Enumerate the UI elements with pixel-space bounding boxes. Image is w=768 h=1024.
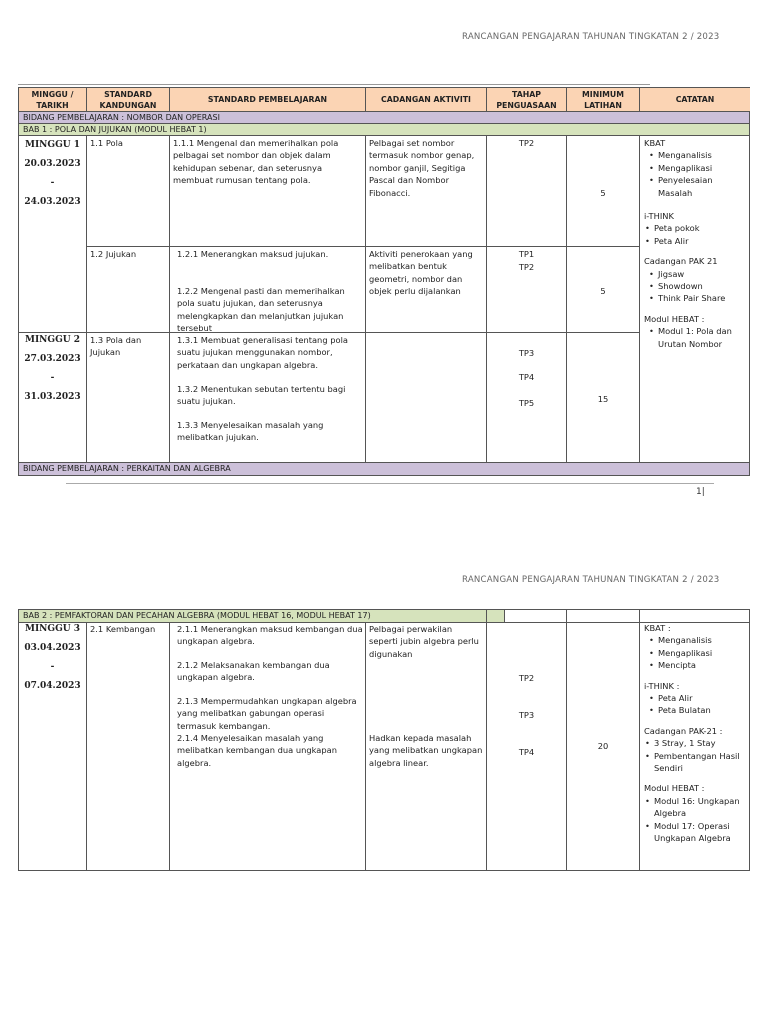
hebat-title: Modul HEBAT : bbox=[644, 313, 705, 324]
ithink-item: • Peta pokok bbox=[654, 222, 748, 234]
kbat-item: • Mengaplikasi bbox=[658, 647, 748, 659]
tp-1-3-c: TP5 bbox=[518, 398, 535, 408]
sp-1-3-3: 1.3.3 Menyelesaikan masalah yang melibatkan jujukan. bbox=[177, 420, 324, 443]
week-label: MINGGU 3 bbox=[24, 624, 80, 634]
bidang-nombor-operasi: BIDANG PEMBELAJARAN : NOMBOR DAN OPERASI bbox=[19, 112, 749, 124]
ithink-item: • Peta Bulatan bbox=[658, 704, 748, 716]
sp-1-3-2: 1.3.2 Menentukan sebutan tertentu bagi suatu jujukan. bbox=[177, 384, 346, 407]
col-minimum-latihan: MINIMUM LATIHAN bbox=[567, 88, 640, 112]
sk-2-1: 2.1 Kembangan bbox=[90, 624, 156, 634]
bab-2-title: BAB 2 : PEMFAKTORAN DAN PECAHAN ALGEBRA (MODUL HEBAT 16, MODUL HEBAT 17) bbox=[19, 610, 505, 623]
bidang-perkaitan-algebra: BIDANG PEMBELAJARAN : PERKAITAN DAN ALGEBRA bbox=[19, 463, 749, 475]
sk-1-2: 1.2 Jujukan bbox=[90, 249, 137, 259]
min-latihan-1-2: 5 bbox=[600, 286, 606, 296]
date-dash: - bbox=[50, 178, 55, 188]
col-minggu: MINGGU / TARIKH bbox=[19, 88, 87, 112]
footer-rule bbox=[66, 483, 714, 484]
sk-1-3: 1.3 Pola dan Jujukan bbox=[90, 335, 142, 358]
col-catatan: CATATAN bbox=[640, 88, 750, 112]
pak-item: • Pembentangan Hasil Sendiri bbox=[654, 750, 748, 775]
date-dash: - bbox=[50, 662, 55, 672]
pak-item: • Showdown bbox=[658, 280, 748, 292]
week-2-cell bbox=[19, 334, 86, 403]
sp-2-1-1: 2.1.1 Menerangkan maksud kembangan dua ungkapan algebra. bbox=[177, 624, 363, 647]
pak-item: • Think Pair Share bbox=[658, 292, 748, 304]
aktiviti-1-2: Aktiviti penerokaan yang melibatkan bentuk geometri, nombor dan objek perlu dijalankan bbox=[369, 249, 473, 297]
tp-1-2-a: TP1 bbox=[518, 249, 535, 259]
col-tahap-penguasaan: TAHAP PENGUASAAN bbox=[487, 88, 567, 112]
pak-title: Cadangan PAK 21 bbox=[644, 256, 718, 267]
kbat-item: • Penyelesaian Masalah bbox=[658, 174, 748, 199]
sp-2-1-4: 2.1.4 Menyelesaikan masalah yang melibatkan kembangan dua ungkapan algebra. bbox=[177, 733, 337, 768]
week-end-date: 07.04.2023 bbox=[24, 681, 81, 691]
kbat-item: • Menganalisis bbox=[658, 149, 748, 161]
week-end-date: 24.03.2023 bbox=[24, 197, 81, 207]
page-header: RANCANGAN PENGAJARAN TAHUNAN TINGKATAN 2 / 2023 bbox=[462, 32, 720, 42]
pak-title: Cadangan PAK-21 : bbox=[644, 725, 723, 736]
min-latihan-1-3: 15 bbox=[597, 394, 609, 404]
week-label: MINGGU 2 bbox=[24, 335, 80, 345]
hebat-item: • Modul 1: Pola dan Urutan Nombor bbox=[658, 325, 748, 350]
catatan-bab-1 bbox=[644, 137, 748, 350]
col-cadangan-aktiviti: CADANGAN AKTIVITI bbox=[366, 88, 487, 112]
ithink-item: • Peta Alir bbox=[658, 692, 748, 704]
ithink-item: • Peta Alir bbox=[654, 235, 748, 247]
week-label: MINGGU 1 bbox=[24, 140, 80, 150]
sp-1-2-2: 1.2.2 Mengenal pasti dan memerihalkan pola suatu jujukan, dan seterusnya melengkapkan dan melanjutkan jujukan tersebut bbox=[177, 286, 345, 334]
lesson-plan-table-2 bbox=[18, 609, 750, 871]
aktiviti-2-1-b: Hadkan kepada masalah yang melibatkan ungkapan algebra linear. bbox=[369, 733, 483, 768]
tp-1-1: TP2 bbox=[518, 138, 535, 148]
sp-2-1-3: 2.1.3 Mempermudahkan ungkapan algebra yang melibatkan gabungan operasi termasuk kembangan. bbox=[177, 696, 357, 731]
sp-2-1-2: 2.1.2 Melaksanakan kembangan dua ungkapan algebra. bbox=[177, 660, 330, 683]
catatan-bab-2 bbox=[644, 622, 748, 845]
kbat-title: KBAT : bbox=[644, 623, 671, 633]
week-start-date: 27.03.2023 bbox=[24, 354, 81, 364]
page-header: RANCANGAN PENGAJARAN TAHUNAN TINGKATAN 2 / 2023 bbox=[462, 575, 720, 585]
tp-1-3-a: TP3 bbox=[518, 348, 535, 358]
pak-item: • 3 Stray, 1 Stay bbox=[654, 737, 748, 749]
min-latihan-2: 20 bbox=[597, 741, 609, 751]
sp-1-2-1: 1.2.1 Menerangkan maksud jujukan. bbox=[177, 249, 329, 259]
col-standard-pembelajaran: STANDARD PEMBELAJARAN bbox=[170, 88, 366, 112]
page-number: 1| bbox=[696, 487, 705, 497]
sp-1-1-1: 1.1.1 Mengenal dan memerihalkan pola pelbagai set nombor dan objek dalam kehidupan sebenar, dan seterusnya membuat rumusan tentang pola. bbox=[173, 138, 339, 186]
ithink-title: i-THINK : bbox=[644, 680, 680, 691]
week-start-date: 20.03.2023 bbox=[24, 159, 81, 169]
aktiviti-1-1: Pelbagai set nombor termasuk nombor genap, nombor ganjil, Segitiga Pascal dan Nombor Fibonacci. bbox=[369, 138, 475, 198]
hebat-item: • Modul 17: Operasi Ungkapan Algebra bbox=[654, 820, 748, 845]
lesson-plan-table-1 bbox=[18, 87, 750, 476]
week-start-date: 03.04.2023 bbox=[24, 643, 81, 653]
tp-1-2-b: TP2 bbox=[518, 262, 535, 272]
kbat-item: • Mengaplikasi bbox=[658, 162, 748, 174]
header-rule bbox=[18, 84, 650, 85]
hebat-title: Modul HEBAT : bbox=[644, 783, 705, 794]
sk-1-1: 1.1 Pola bbox=[90, 138, 124, 148]
col-standard-kandungan: STANDARD KANDUNGAN bbox=[87, 88, 170, 112]
date-dash: - bbox=[50, 373, 55, 383]
pak-item: • Jigsaw bbox=[658, 268, 748, 280]
kbat-title: KBAT bbox=[644, 138, 666, 148]
ithink-title: i-THINK bbox=[644, 211, 674, 222]
sp-1-3-1: 1.3.1 Membuat generalisasi tentang pola suatu jujukan menggunakan nombor, perkataan dan ungkapan algebra. bbox=[177, 335, 348, 370]
tp-2-c: TP4 bbox=[518, 747, 535, 757]
min-latihan-1-1: 5 bbox=[600, 188, 606, 198]
tp-1-3-b: TP4 bbox=[518, 372, 535, 382]
tp-2-a: TP2 bbox=[518, 673, 535, 683]
bab-1-title: BAB 1 : POLA DAN JUJUKAN (MODUL HEBAT 1) bbox=[19, 124, 749, 136]
hebat-item: • Modul 16: Ungkapan Algebra bbox=[654, 795, 748, 820]
tp-2-b: TP3 bbox=[518, 710, 535, 720]
kbat-item: • Menganalisis bbox=[658, 634, 748, 646]
week-1-cell bbox=[19, 139, 86, 208]
aktiviti-2-1-a: Pelbagai perwakilan seperti jubin algebra perlu digunakan bbox=[369, 624, 479, 659]
week-end-date: 31.03.2023 bbox=[24, 392, 81, 402]
kbat-item: • Mencipta bbox=[658, 659, 748, 671]
week-3-cell bbox=[19, 623, 86, 692]
